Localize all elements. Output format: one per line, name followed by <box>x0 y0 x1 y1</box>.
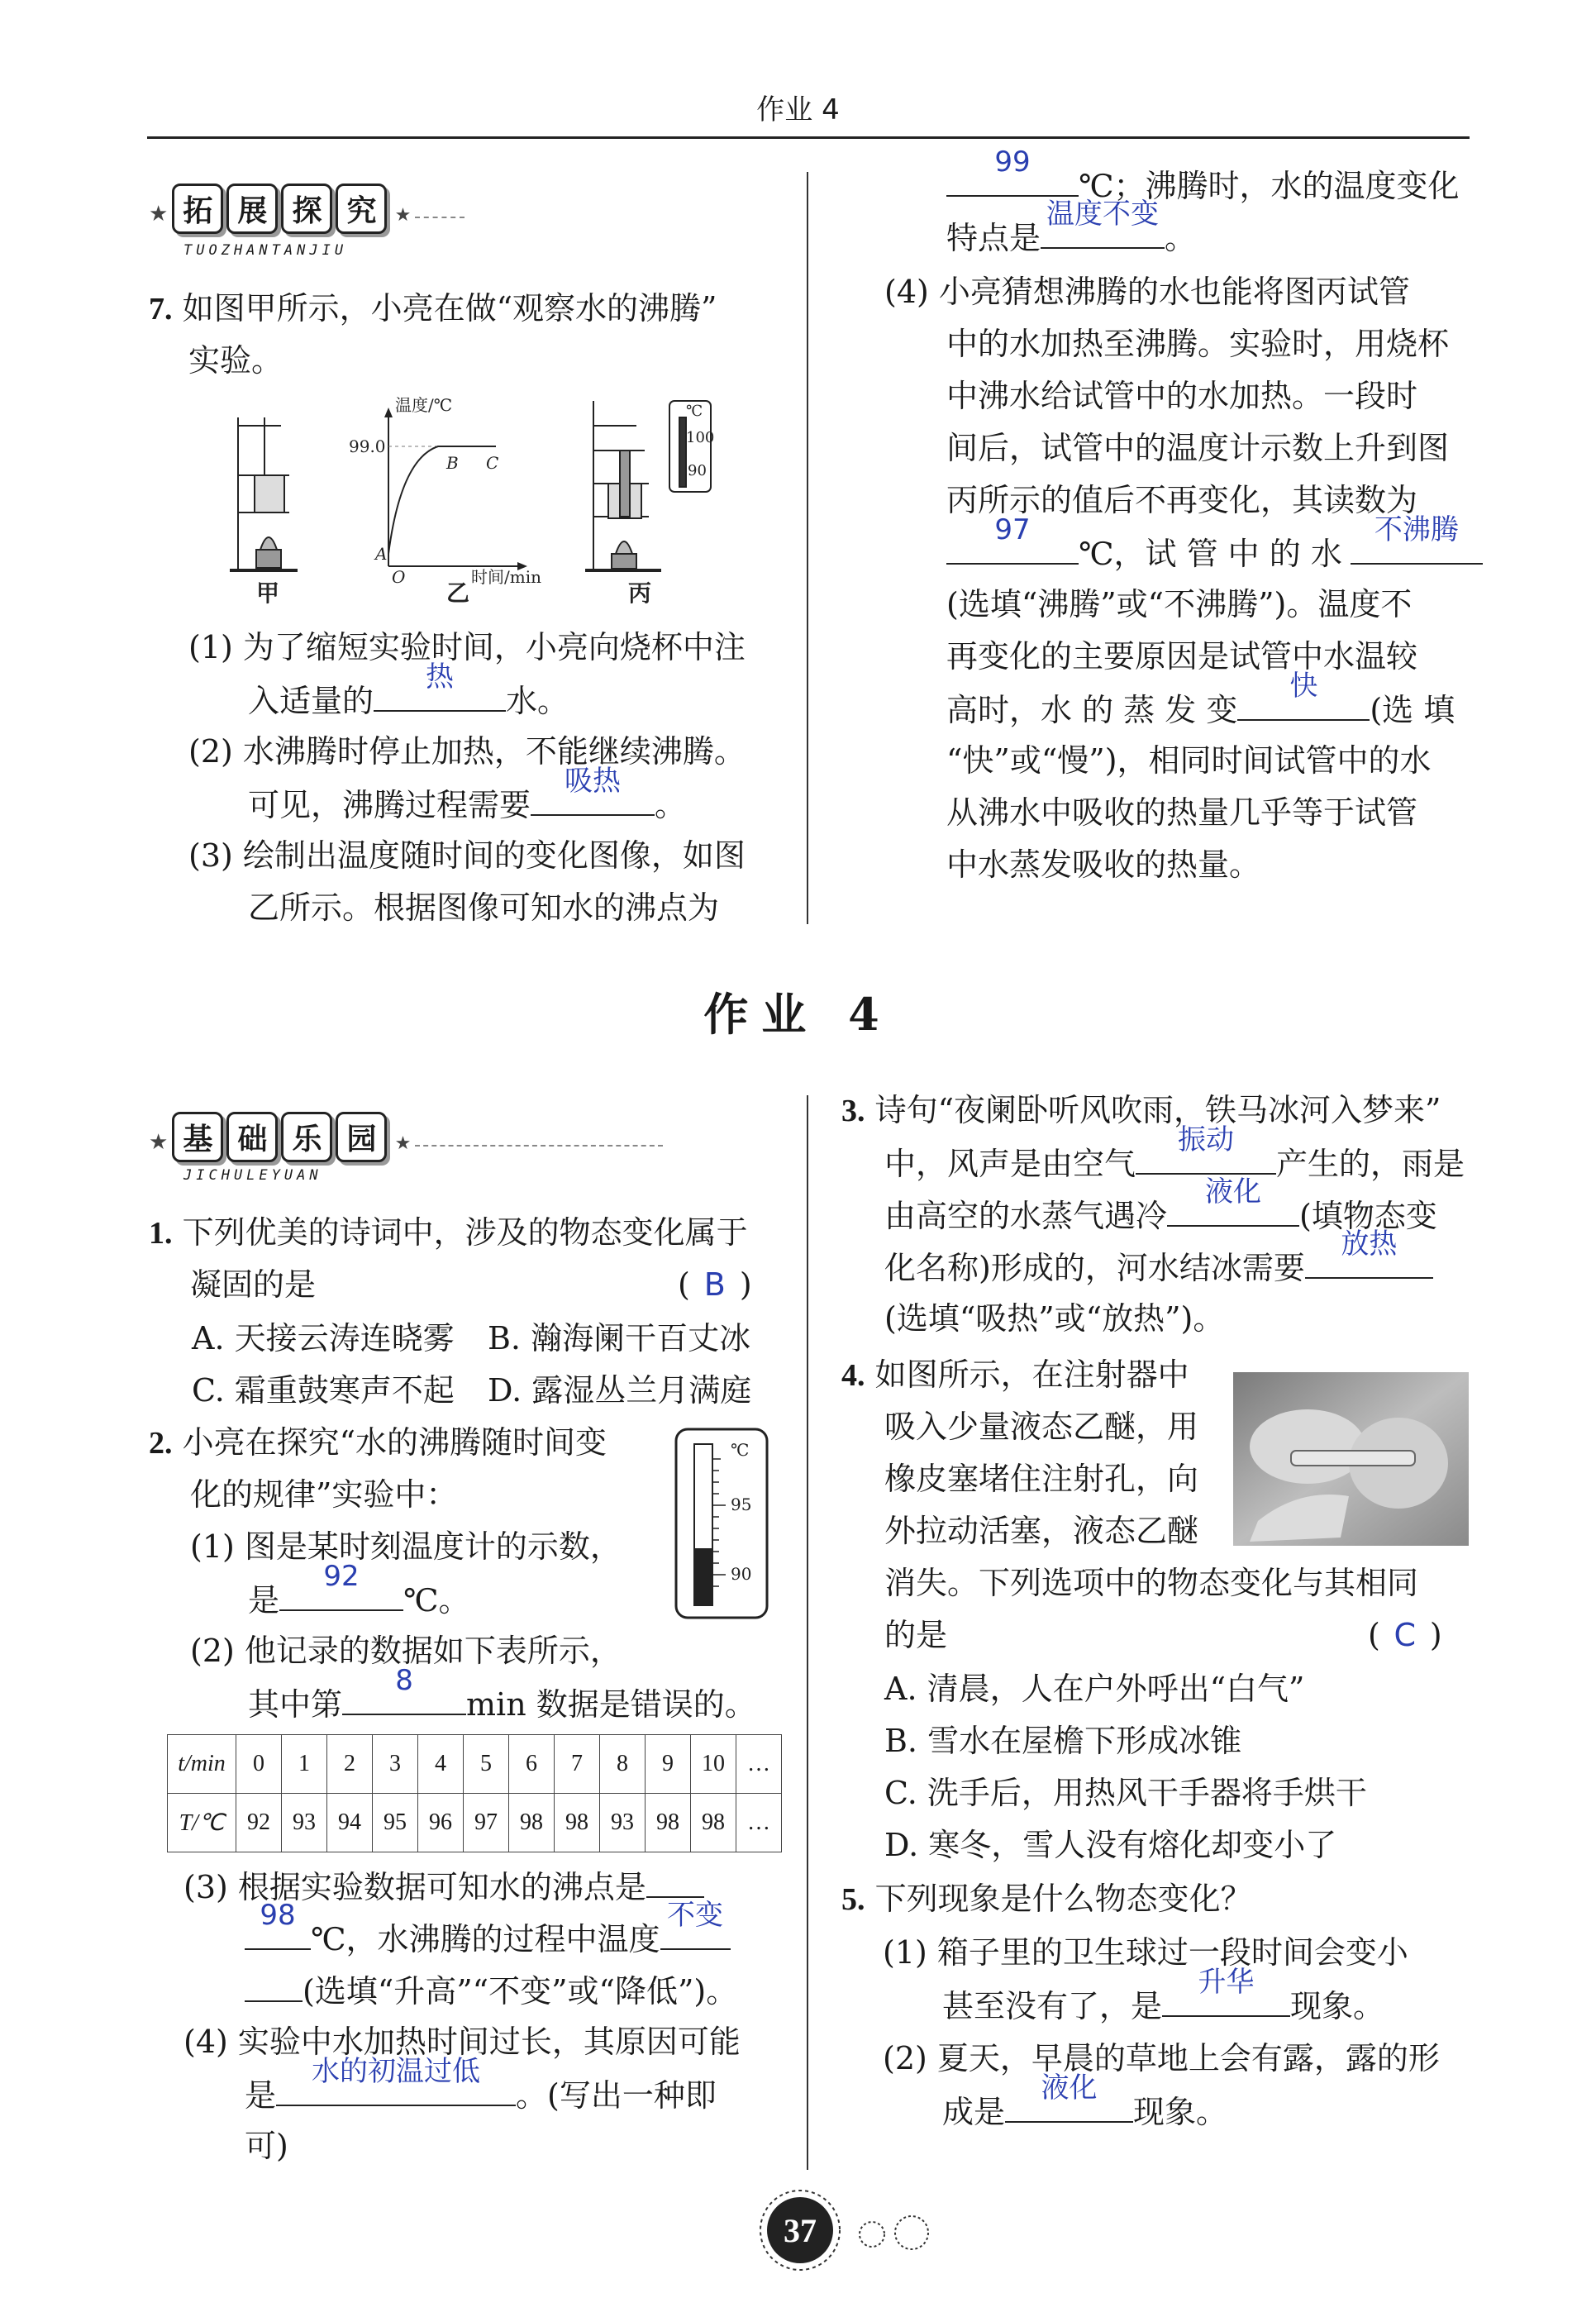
answer-blank[interactable]: 98 <box>245 1912 311 1950</box>
q4-line1: 4. 如图所示，在注射器中 <box>841 1356 1189 1393</box>
table-cell: … <box>736 1735 782 1794</box>
q7-p4-line2: 中的水加热至沸腾。实验时，用烧杯 <box>946 326 1450 362</box>
answer-blank[interactable]: 97 <box>946 527 1079 565</box>
section-pinyin: TUOZHANTANJIU <box>183 242 348 259</box>
section-char: 拓 <box>172 184 223 234</box>
q1-answer[interactable]: B <box>703 1266 726 1303</box>
q7-p4-line9: 高时，水 的 蒸 发 变 快 (选 填 <box>946 670 1455 728</box>
q3-stem-line1: 3. 诗句“夜阑卧听风吹雨，铁马冰河入梦来” <box>841 1092 1441 1128</box>
q2-p1-line2: 是 92 ℃。 <box>248 1560 470 1619</box>
q4-option-c[interactable]: C. 洗手后，用热风干手器将手烘干 <box>884 1775 1367 1811</box>
q5-p2-line1: (2) 夏天，早晨的草地上会有露，露的形 <box>883 2040 1440 2076</box>
q1-stem-line1: 1. 下列优美的诗词中，涉及的物态变化属于 <box>149 1214 748 1251</box>
section-char: 探 <box>281 184 332 234</box>
answer-blank[interactable]: 不沸腾 <box>1351 527 1483 565</box>
thermometer-100: 100 <box>686 429 715 446</box>
q1-option-b[interactable]: B. 瀚海阑干百丈冰 <box>488 1320 751 1356</box>
section-char: 展 <box>226 184 278 234</box>
q2-stem-line2: 化的规律”实验中： <box>190 1476 458 1513</box>
table-header-cell: t/min <box>168 1735 236 1794</box>
table-cell: 10 <box>691 1735 736 1794</box>
answer-blank[interactable]: 热 <box>374 674 506 712</box>
graph-point-a: A <box>375 544 388 564</box>
q7-figures <box>223 393 715 608</box>
table-cell: 8 <box>600 1735 646 1794</box>
therm-95: 95 <box>731 1495 752 1514</box>
q7-p3-line1: (3) 绘制出温度随时间的变化图像，如图 <box>188 837 746 874</box>
table-cell: 3 <box>373 1735 418 1794</box>
answer-blank[interactable]: 8 <box>342 1677 466 1715</box>
column-divider <box>807 1095 808 2170</box>
answer-blank[interactable]: 液化 <box>1005 2085 1133 2123</box>
answer-blank[interactable]: 液化 <box>1167 1189 1299 1227</box>
q2-data-table <box>167 1734 782 1852</box>
q5-p1-line1: (1) 箱子里的卫生球过一段时间会变小 <box>883 1934 1408 1971</box>
q5-stem: 5. 下列现象是什么物态变化？ <box>841 1881 1252 1917</box>
q2-stem-line1: 2. 小亮在探究“水的沸腾随时间变 <box>149 1424 607 1461</box>
q1-option-d[interactable]: D. 露湿丛兰月满庭 <box>488 1372 752 1409</box>
caption-bing: 丙 <box>628 579 652 607</box>
page-number: 37 <box>784 2212 817 2249</box>
answer-blank[interactable]: 92 <box>279 1573 403 1611</box>
q2-p4-line2: 是 水的初温过低 。(写出一种即 <box>245 2055 717 2114</box>
section-badge-expand <box>149 184 465 234</box>
q4-option-d[interactable]: D. 寒冬，雪人没有熔化却变小了 <box>884 1827 1337 1863</box>
table-cell: 4 <box>418 1735 464 1794</box>
q5-p2-line2: 成是 液化 现象。 <box>942 2071 1228 2130</box>
page-number-badge <box>748 2186 946 2277</box>
answer-blank[interactable]: 振动 <box>1136 1137 1276 1175</box>
graph-point-b: B <box>446 453 459 473</box>
q7-p4-line5: 丙所示的值后不再变化，其读数为 <box>946 482 1418 518</box>
answer-blank[interactable]: 温度不变 <box>1041 211 1165 249</box>
section-char: 园 <box>336 1112 387 1162</box>
q7-p4-line10: “快”或“慢”)，相同时间试管中的水 <box>946 742 1432 779</box>
graph-origin: O <box>392 567 406 587</box>
section-char: 础 <box>226 1112 278 1162</box>
star-icon: ★ <box>394 205 412 226</box>
thermometer-90: 90 <box>688 462 707 479</box>
q7-p3-line4: 特点是 温度不变 。 <box>946 198 1197 256</box>
table-cell: 98 <box>646 1794 691 1852</box>
q4-line6: 的是 <box>884 1617 948 1653</box>
q1-option-c[interactable]: C. 霜重鼓寒声不起 <box>192 1372 455 1409</box>
q7-p1-line2: 入适量的 热 水。 <box>248 660 569 719</box>
q2-p4-line1: (4) 实验中水加热时间过长，其原因可能 <box>183 2024 741 2060</box>
graph-yi <box>349 395 541 587</box>
section-char: 究 <box>336 184 387 234</box>
q1-option-a[interactable]: A. 天接云涛连晓雾 <box>192 1320 455 1356</box>
answer-blank-end <box>245 1964 303 2002</box>
therm-unit: ℃ <box>731 1440 750 1460</box>
q3-stem-line4: 化名称)形成的，河水结冰需要 放热 <box>884 1241 1433 1294</box>
q7-p4-line4: 间后，试管中的温度计示数上升到图 <box>946 430 1450 466</box>
q7-p2-line2: 可见，沸腾过程需要 吸热 。 <box>248 765 687 823</box>
dashed-rule <box>415 217 465 218</box>
q7-p4-line3: 中沸水给试管中的水加热。一段时 <box>946 378 1418 414</box>
star-icon: ★ <box>149 1130 169 1155</box>
q5-p1-line2: 甚至没有了，是 升华 现象。 <box>942 1966 1385 2024</box>
q7-p4-line12: 中水蒸发吸收的热量。 <box>946 846 1261 883</box>
table-cell: 98 <box>555 1794 600 1852</box>
q7-p4-line8: 再变化的主要原因是试管中水温较 <box>946 638 1418 675</box>
q4-line2: 吸入少量液态乙醚，用 <box>884 1409 1199 1445</box>
q7-p4-line6: 97 ℃，试 管 中 的 水 不沸腾 <box>946 527 1483 580</box>
q2-p3-line1: (3) 根据实验数据可知水的沸点是 <box>183 1860 704 1914</box>
section-pinyin: JICHULEYUAN <box>183 1167 322 1184</box>
answer-blank[interactable]: 升华 <box>1162 1979 1290 2017</box>
q4-option-b[interactable]: B. 雪水在屋檐下形成冰锥 <box>884 1723 1242 1759</box>
table-cell: 93 <box>282 1794 327 1852</box>
table-cell: 5 <box>464 1735 509 1794</box>
caption-jia: 甲 <box>256 579 280 607</box>
table-cell: 7 <box>555 1735 600 1794</box>
answer-blank[interactable]: 99 <box>946 159 1079 197</box>
q1-answer-parens: ( B ) <box>678 1259 752 1311</box>
therm-90: 90 <box>731 1564 752 1584</box>
table-cell: 97 <box>464 1794 509 1852</box>
q2-p1-line1: (1) 图是某时刻温度计的示数， <box>190 1528 622 1565</box>
table-cell: 98 <box>691 1794 736 1852</box>
q3-stem-line3: 由高空的水蒸气遇冷 液化 (填物态变 <box>884 1175 1437 1234</box>
q4-line4: 外拉动活塞，液态乙醚 <box>884 1513 1199 1549</box>
q2-p3-line3: (选填“升高”“不变”或“降低”)。 <box>245 1964 737 2018</box>
q2-thermometer <box>668 1426 775 1624</box>
table-cell: 9 <box>646 1735 691 1794</box>
answer-blank[interactable]: 吸热 <box>531 778 655 816</box>
apparatus-jia <box>230 417 298 570</box>
graph-ylabel: 温度/℃ <box>395 395 453 415</box>
q2-p3-line2: 98 ℃，水沸腾的过程中温度 不变 <box>245 1912 731 1966</box>
answer-blank[interactable]: 不变 <box>660 1912 731 1950</box>
q7-p1-line1: (1) 为了缩短实验时间，小亮向烧杯中注 <box>188 629 746 665</box>
q4-syringe-photo <box>1233 1372 1469 1546</box>
q3-stem-line2: 中，风声是由空气 振动 产生的，雨是 <box>884 1123 1465 1182</box>
q7-p2-line1: (2) 水沸腾时停止加热，不能继续沸腾。 <box>188 733 746 770</box>
table-row <box>168 1794 782 1852</box>
q7-stem-line1: 7. 如图甲所示，小亮在做“观察水的沸腾” <box>149 290 717 327</box>
section-char: 乐 <box>281 1112 332 1162</box>
q4-answer[interactable]: C <box>1394 1617 1417 1653</box>
thermometer-unit: ℃ <box>686 403 703 420</box>
caption-yi: 乙 <box>446 579 470 607</box>
table-cell: 98 <box>509 1794 555 1852</box>
table-cell: 0 <box>236 1735 282 1794</box>
q7-p3-line3: 99 ℃；沸腾时，水的温度变化 <box>946 159 1460 212</box>
homework-title: 作业 4 <box>703 988 893 1041</box>
answer-blank[interactable]: 快 <box>1237 683 1370 721</box>
section-char: 基 <box>172 1112 223 1162</box>
apparatus-bing <box>585 401 711 570</box>
table-cell: 96 <box>418 1794 464 1852</box>
graph-point-c: C <box>486 453 499 473</box>
q4-line3: 橡皮塞堵住注射孔，向 <box>884 1461 1199 1497</box>
table-row <box>168 1735 782 1794</box>
q7-p4-line11: 从沸水中吸收的热量几乎等于试管 <box>946 794 1418 831</box>
answer-blank[interactable]: 放热 <box>1305 1241 1433 1279</box>
q4-line5: 消失。下列选项中的物态变化与其相同 <box>884 1565 1419 1601</box>
table-header-cell: T/℃ <box>168 1794 236 1852</box>
table-cell: 1 <box>282 1735 327 1794</box>
graph-xlabel: 时间/min <box>471 567 541 587</box>
q2-p2-line1: (2) 他记录的数据如下表所示， <box>190 1633 622 1669</box>
graph-ytick: 99.0 <box>349 436 386 456</box>
column-divider <box>807 172 808 924</box>
star-icon: ★ <box>149 202 169 226</box>
table-cell: 2 <box>327 1735 373 1794</box>
q2-p2-line2: 其中第 8 min 数据是错误的。 <box>248 1664 756 1723</box>
q4-option-a[interactable]: A. 清晨，人在户外呼出“白气” <box>884 1671 1305 1707</box>
answer-blank[interactable]: 水的初温过低 <box>276 2068 516 2106</box>
table-cell: 94 <box>327 1794 373 1852</box>
table-cell: 93 <box>600 1794 646 1852</box>
dashed-rule <box>415 1145 663 1147</box>
header-rule <box>147 136 1470 139</box>
table-cell: 95 <box>373 1794 418 1852</box>
q2-p4-line3: 可) <box>245 2128 288 2164</box>
table-cell: 92 <box>236 1794 282 1852</box>
q7-stem-line2: 实验。 <box>188 342 283 379</box>
page-header: 作业 4 <box>756 93 840 126</box>
q1-stem-line2: 凝固的是 <box>190 1266 317 1303</box>
q7-p4-line1: (4) 小亮猜想沸腾的水也能将图丙试管 <box>884 274 1410 310</box>
q7-p3-line2: 乙所示。根据图像可知水的沸点为 <box>248 889 720 926</box>
star-icon: ★ <box>394 1133 412 1154</box>
table-cell: … <box>736 1794 782 1852</box>
q3-stem-line5: (选填“吸热”或“放热”)。 <box>884 1300 1225 1337</box>
q7-p4-line7: (选填“沸腾”或“不沸腾”)。温度不 <box>946 586 1413 622</box>
table-cell: 6 <box>509 1735 555 1794</box>
section-badge-basic <box>149 1112 663 1162</box>
q4-answer-parens: ( C ) <box>1368 1609 1442 1661</box>
